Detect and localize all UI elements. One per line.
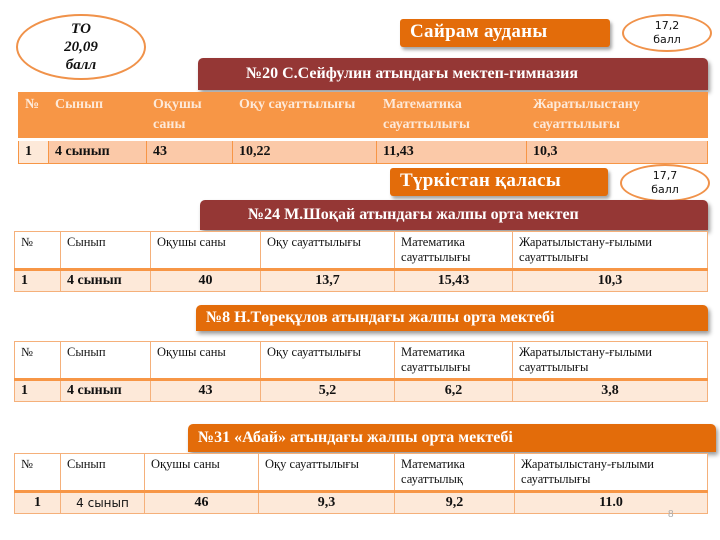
col-class: Сынып bbox=[61, 232, 151, 270]
score-unit: балл bbox=[651, 183, 679, 196]
col-students: Оқушы саны bbox=[151, 232, 261, 270]
cell-reading: 9,3 bbox=[259, 492, 395, 514]
cell-math: 9,2 bbox=[395, 492, 515, 514]
col-reading: Оқу сауаттылығы bbox=[261, 232, 395, 270]
cell-number: 1 bbox=[19, 140, 49, 164]
cell-science: 10,3 bbox=[527, 140, 708, 164]
cell-reading: 10,22 bbox=[233, 140, 377, 164]
col-class: Сынып bbox=[49, 92, 147, 140]
cell-math: 11,43 bbox=[377, 140, 527, 164]
score-value: 17,7 bbox=[652, 169, 678, 182]
cell-math: 15,43 bbox=[395, 270, 513, 292]
table-row bbox=[15, 492, 708, 514]
cell-number: 1 bbox=[15, 492, 61, 514]
score-unit: балл bbox=[653, 33, 681, 46]
school-banner-20: №20 С.Сейфулин атындағы мектеп-гимназия bbox=[198, 58, 708, 90]
results-table-school-8 bbox=[14, 341, 708, 402]
school-banner-8: №8 Н.Төреқұлов атындағы жалпы орта мектебі bbox=[196, 305, 708, 331]
cell-reading: 5,2 bbox=[261, 380, 395, 402]
overall-value: 20,09 bbox=[64, 39, 98, 55]
col-science: Жаратылыстану-ғылыми сауаттылығы bbox=[513, 232, 708, 270]
cell-class: 4 сынып bbox=[61, 380, 151, 402]
col-science: Жаратылыстану-ғылыми сауаттылығы bbox=[513, 342, 708, 380]
cell-science: 10,3 bbox=[513, 270, 708, 292]
cell-students: 46 bbox=[145, 492, 259, 514]
page-number: 8 bbox=[668, 509, 674, 520]
cell-students: 43 bbox=[147, 140, 233, 164]
table-row bbox=[15, 270, 708, 292]
results-table-school-20 bbox=[18, 92, 708, 164]
region-title-sairam: Сайрам ауданы bbox=[400, 19, 610, 47]
col-science: Жаратылыстану сауаттылығы bbox=[527, 92, 708, 140]
col-math: Математика сауаттылығы bbox=[395, 342, 513, 380]
table-row bbox=[15, 380, 708, 402]
col-math: Математика сауаттылығы bbox=[377, 92, 527, 140]
results-table-school-31 bbox=[14, 453, 708, 514]
cell-reading: 13,7 bbox=[261, 270, 395, 292]
table-header-row bbox=[15, 232, 708, 270]
region-score-oval-sairam bbox=[622, 14, 712, 52]
col-reading: Оқу сауаттылығы bbox=[259, 454, 395, 492]
cell-students: 40 bbox=[151, 270, 261, 292]
col-class: Сынып bbox=[61, 342, 151, 380]
table-header-row bbox=[19, 92, 708, 140]
table-row bbox=[19, 140, 708, 164]
results-table-school-24 bbox=[14, 231, 708, 292]
cell-science: 11.0 bbox=[515, 492, 708, 514]
col-number: № bbox=[15, 454, 61, 492]
col-class: Сынып bbox=[61, 454, 145, 492]
col-number: № bbox=[15, 342, 61, 380]
col-reading: Оқу сауаттылығы bbox=[233, 92, 377, 140]
cell-number: 1 bbox=[15, 270, 61, 292]
cell-science: 3,8 bbox=[513, 380, 708, 402]
overall-label: ТО bbox=[71, 21, 91, 37]
cell-class: 4 сынып bbox=[49, 140, 147, 164]
overall-unit: балл bbox=[65, 57, 97, 73]
cell-number: 1 bbox=[15, 380, 61, 402]
col-math: Математика сауаттылығы bbox=[395, 232, 513, 270]
cell-math: 6,2 bbox=[395, 380, 513, 402]
col-students: Оқушы саны bbox=[147, 92, 233, 140]
cell-class: 4 сынып bbox=[61, 270, 151, 292]
cell-students: 43 bbox=[151, 380, 261, 402]
overall-score-oval bbox=[16, 14, 146, 80]
col-science: Жаратылыстану-ғылыми сауаттылығы bbox=[515, 454, 708, 492]
table-header-row bbox=[15, 454, 708, 492]
col-math: Математика сауаттылық bbox=[395, 454, 515, 492]
region-title-turkistan: Түркістан қаласы bbox=[390, 168, 608, 196]
region-score-oval-turkistan bbox=[620, 164, 710, 202]
score-value: 17,2 bbox=[654, 19, 680, 32]
col-number: № bbox=[15, 232, 61, 270]
table-header-row bbox=[15, 342, 708, 380]
col-students: Оқушы саны bbox=[151, 342, 261, 380]
col-reading: Оқу сауаттылығы bbox=[261, 342, 395, 380]
school-banner-24: №24 М.Шоқай атындағы жалпы орта мектеп bbox=[200, 200, 708, 230]
cell-class: 4 сынып bbox=[61, 492, 145, 514]
col-students: Оқушы саны bbox=[145, 454, 259, 492]
col-number: № bbox=[19, 92, 49, 140]
school-banner-31: №31 «Абай» атындағы жалпы орта мектебі bbox=[188, 424, 716, 452]
